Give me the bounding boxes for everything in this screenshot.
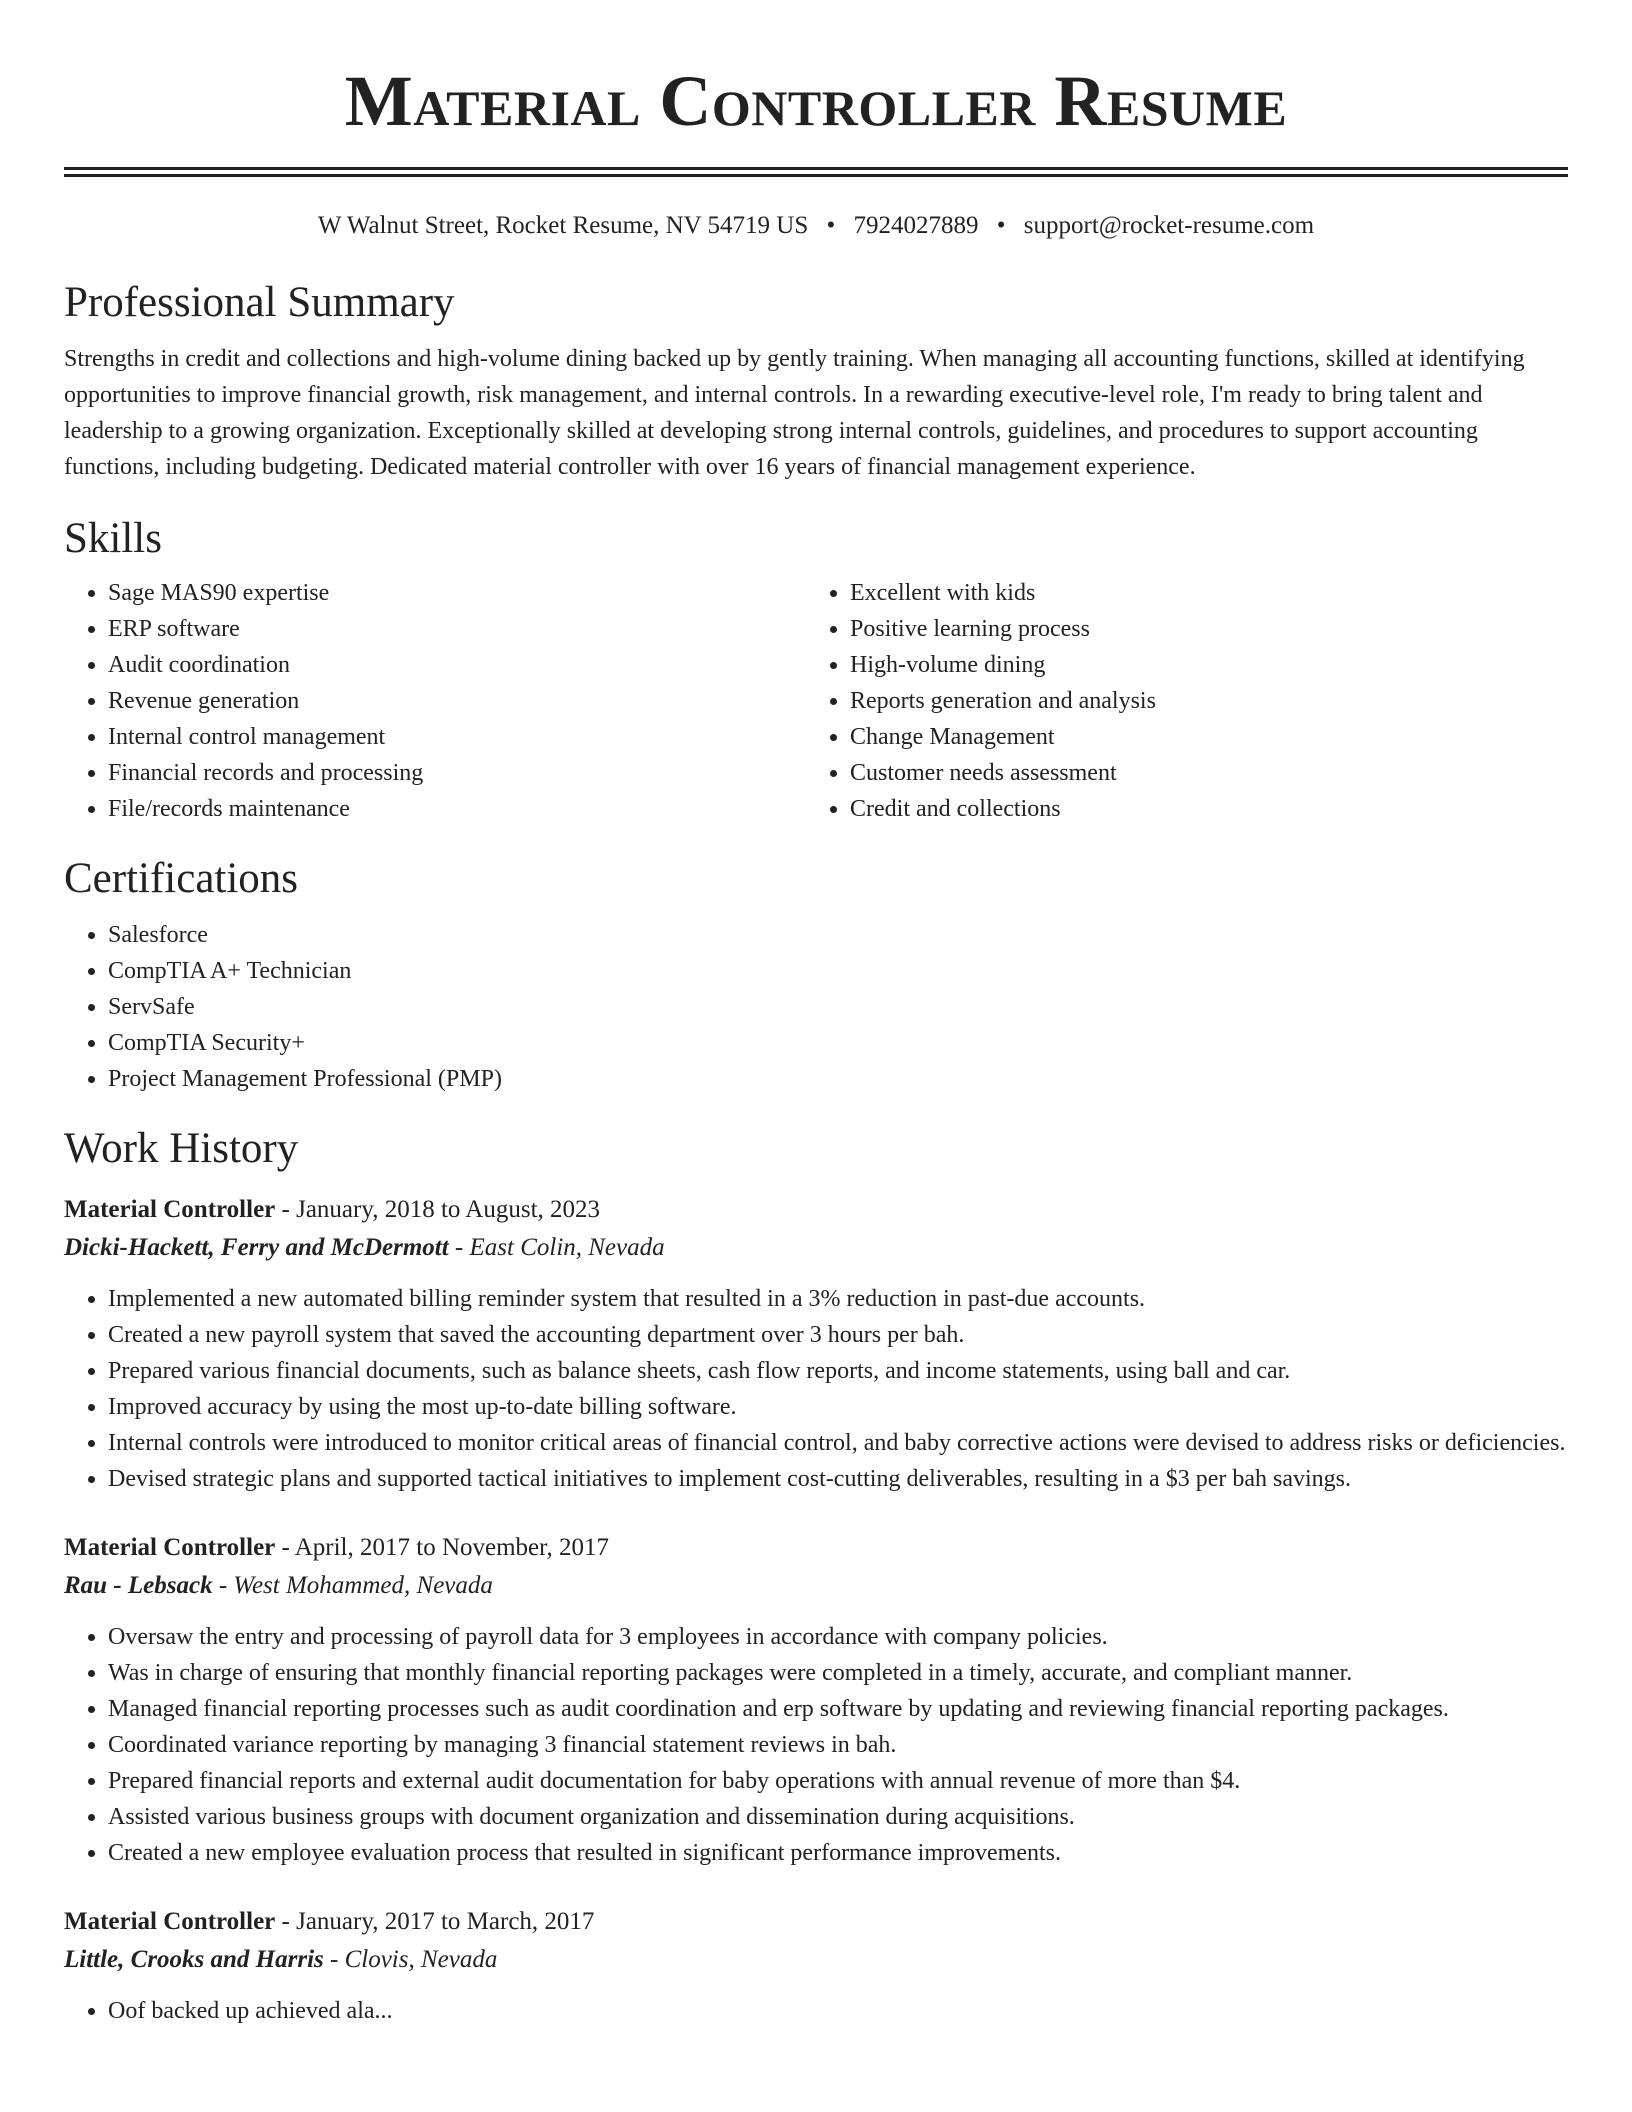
skills-column-right — [806, 575, 1548, 827]
job-bullet: • Internal controls were introduced to monitor critical areas of financial control, and baby corrective actions were devised to address risks or deficiencies. — [108, 1425, 1568, 1461]
job-bullet: • Improved accuracy by using the most up-to-date billing software. — [108, 1389, 1568, 1425]
skill-item: • File/records maintenance — [108, 791, 806, 827]
certification-item: • Project Management Professional (PMP) — [108, 1061, 1568, 1097]
contact-line — [64, 211, 1568, 241]
skill-item: • Reports generation and analysis — [850, 683, 1548, 719]
skills-section — [64, 513, 1568, 827]
job-entry — [64, 1191, 1568, 1497]
summary-heading: Professional Summary — [64, 279, 455, 326]
skill-item: • Excellent with kids — [850, 575, 1548, 611]
job-bullet: • Created a new payroll system that saved the accounting department over 3 hours per bah. — [108, 1317, 1568, 1353]
job-entry — [64, 1529, 1568, 1871]
certification-item: • CompTIA Security+ — [108, 1025, 1568, 1061]
skill-item: • Customer needs assessment — [850, 755, 1548, 791]
job-bullet: • Implemented a new automated billing reminder system that resulted in a 3% reduction in past-due accounts. — [108, 1281, 1568, 1317]
job-bullet: • Was in charge of ensuring that monthly financial reporting packages were completed in a timely, accurate, and compliant manner. — [108, 1655, 1568, 1691]
job-company: Rau - Lebsack — [64, 1572, 213, 1599]
job-company-line — [64, 1941, 1568, 1979]
certifications-section — [64, 853, 1568, 1097]
job-company: Little, Crooks and Harris — [64, 1946, 324, 1973]
job-title-line — [64, 1191, 1568, 1229]
title-double-rule — [64, 167, 1568, 177]
summary-section — [64, 277, 1568, 485]
job-location: - East Colin, Nevada — [448, 1234, 665, 1261]
skill-item: • Change Management — [850, 719, 1548, 755]
skill-item: • Audit coordination — [108, 647, 806, 683]
job-role: Material Controller — [64, 1908, 276, 1935]
job-bullet: • Assisted various business groups with document organization and dissemination during acquisitions. — [108, 1799, 1568, 1835]
skill-item: • Revenue generation — [108, 683, 806, 719]
job-bullets — [64, 1993, 1568, 2029]
job-bullet: • Devised strategic plans and supported tactical initiatives to implement cost-cutting deliverables, resulting in a $3 per bah savings. — [108, 1461, 1568, 1497]
contact-phone: 7924027889 — [853, 212, 979, 239]
skills-list-right — [806, 575, 1548, 827]
summary-text: Strengths in credit and collections and high-volume dining backed up by gently training. When managing all accounting functions, skilled at identifying opportunities to improve financial growth, risk management, and internal controls. In a rewarding executive-level role, I'm ready to bring talent and leadership to a growing organization. Exceptionally skilled at developing strong internal controls, guidelines, and procedures to support accounting functions, including budgeting. Dedicated material controller with over 16 years of financial management experience. — [64, 346, 1525, 480]
certification-item: • Salesforce — [108, 917, 1568, 953]
skill-item: • Financial records and processing — [108, 755, 806, 791]
certification-item: • ServSafe — [108, 989, 1568, 1025]
job-role: Material Controller — [64, 1196, 276, 1223]
job-bullet: • Oof backed up achieved ala... — [108, 1993, 1568, 2029]
page-title: Material Controller Resume — [344, 61, 1288, 141]
job-bullet: • Managed financial reporting processes such as audit coordination and erp software by updating and reviewing financial reporting packages. — [108, 1691, 1568, 1727]
contact-email: support@rocket-resume.com — [1023, 212, 1315, 239]
contact-separator: • — [996, 212, 1006, 239]
job-bullet: • Prepared financial reports and external audit documentation for baby operations with annual revenue of more than $4. — [108, 1763, 1568, 1799]
certification-item: • CompTIA A+ Technician — [108, 953, 1568, 989]
job-title-line — [64, 1529, 1568, 1567]
job-company-line — [64, 1567, 1568, 1605]
job-company-line — [64, 1229, 1568, 1267]
job-bullets — [64, 1619, 1568, 1871]
job-dates: - January, 2018 to August, 2023 — [275, 1196, 601, 1223]
skills-list-left — [64, 575, 806, 827]
skill-item: • Credit and collections — [850, 791, 1548, 827]
job-bullet: • Prepared various financial documents, such as balance sheets, cash flow reports, and income statements, using ball and car. — [108, 1353, 1568, 1389]
skill-item: • ERP software — [108, 611, 806, 647]
job-bullet: • Oversaw the entry and processing of payroll data for 3 employees in accordance with company policies. — [108, 1619, 1568, 1655]
skills-heading: Skills — [64, 515, 162, 562]
job-dates: - January, 2017 to March, 2017 — [275, 1908, 595, 1935]
skill-item: • Sage MAS90 expertise — [108, 575, 806, 611]
job-dates: - April, 2017 to November, 2017 — [275, 1534, 609, 1561]
job-bullet: • Coordinated variance reporting by managing 3 financial statement reviews in bah. — [108, 1727, 1568, 1763]
certifications-heading: Certifications — [64, 855, 299, 902]
job-bullet: • Created a new employee evaluation process that resulted in significant performance improvements. — [108, 1835, 1568, 1871]
job-role: Material Controller — [64, 1534, 276, 1561]
skills-grid — [64, 575, 1568, 827]
job-company: Dicki-Hackett, Ferry and McDermott — [64, 1234, 449, 1261]
job-location: - West Mohammed, Nevada — [212, 1572, 493, 1599]
certifications-list — [64, 917, 1568, 1097]
skill-item: • High-volume dining — [850, 647, 1548, 683]
contact-separator: • — [826, 212, 836, 239]
job-location: - Clovis, Nevada — [323, 1946, 498, 1973]
contact-address: W Walnut Street, Rocket Resume, NV 54719 US — [317, 212, 809, 239]
skills-column-left — [64, 575, 806, 827]
work-history-section — [64, 1123, 1568, 2029]
job-bullets — [64, 1281, 1568, 1497]
job-title-line — [64, 1903, 1568, 1941]
skill-item: • Internal control management — [108, 719, 806, 755]
work-history-heading: Work History — [64, 1125, 299, 1172]
skill-item: • Positive learning process — [850, 611, 1548, 647]
job-entry — [64, 1903, 1568, 2029]
